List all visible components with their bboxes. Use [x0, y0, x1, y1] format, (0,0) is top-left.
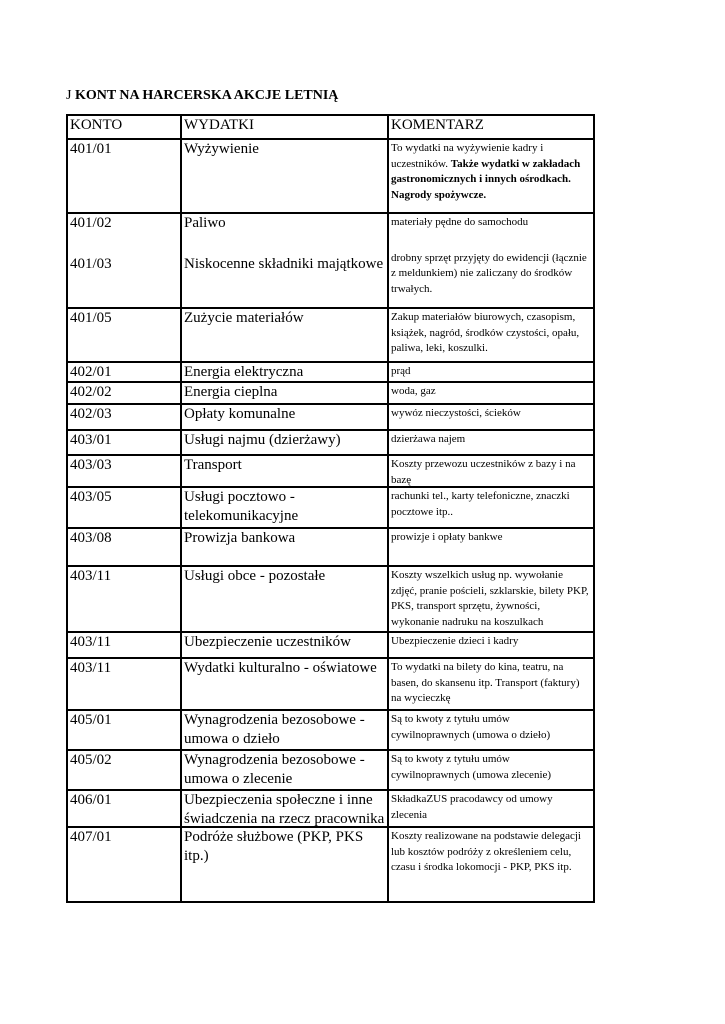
cell-konto: 403/01: [68, 431, 182, 454]
cell-konto: 406/01: [68, 791, 182, 826]
table-row: [68, 383, 593, 405]
cell-wydatki: Wyżywienie: [182, 140, 389, 212]
cell-wydatki: Zużycie materiałów: [182, 309, 389, 361]
cell-komentarz: Koszty realizowane na podstawie delegacji lub kosztów podróży z określeniem celu, czasu i środka lokomocji - PKP, PKS itp.: [391, 830, 581, 873]
cell-konto: 407/01: [68, 828, 182, 901]
cell-komentarz: prąd: [391, 365, 411, 377]
cell-komentarz: Zakup materiałów biurowych, czasopism, książek, nagród, środków czystości, opału, paliwa, leki, koszulki.: [391, 311, 580, 354]
table-row: [68, 711, 593, 751]
cell-wydatki: Energia elektryczna: [182, 363, 389, 381]
table-row: [68, 659, 593, 711]
cell-komentarz: Ubezpieczenie dzieci i kadry: [391, 635, 519, 647]
cell-wydatki: Wynagrodzenia bezosobowe - umowa o zlecenie: [182, 751, 389, 789]
cell-komentarz: Koszty przewozu uczestników z bazy i na bazę: [391, 458, 576, 486]
table-row: [68, 488, 593, 529]
cell-komentarz: prowizje i opłaty bankwe: [391, 531, 503, 543]
konto-value-secondary: 401/03: [70, 256, 112, 272]
cell-wydatki: Wydatki kulturalno - oświatowe: [182, 659, 389, 709]
table-row: [68, 309, 593, 363]
header-wydatki: WYDATKI: [182, 116, 389, 138]
wydatki-value: Paliwo: [184, 215, 226, 231]
cell-konto: 403/11: [68, 567, 182, 631]
cell-komentarz: rachunki tel., karty telefoniczne, znaczki pocztowe itp..: [391, 490, 570, 518]
table-row: [68, 363, 593, 383]
wydatki-value-secondary: Niskocenne składniki majątkowe: [184, 256, 384, 272]
table-row: [68, 431, 593, 456]
document-title: [66, 87, 338, 105]
cell-wydatki: Opłaty komunalne: [182, 405, 389, 429]
cell-konto: 401/01: [68, 140, 182, 212]
cell-komentarz: [389, 214, 593, 307]
cell-komentarz: [389, 140, 593, 212]
cell-wydatki: [182, 214, 389, 307]
cell-konto: 403/11: [68, 633, 182, 657]
cell-konto: 403/05: [68, 488, 182, 527]
comment-bold-text: Także wydatki w zakładach gastronomicznych i innych ośrodkach. Nagrody spożywcze.: [391, 157, 581, 201]
table-row: [68, 529, 593, 567]
cell-konto: 401/05: [68, 309, 182, 361]
cell-wydatki: Wynagrodzenia bezosobowe - umowa o dzieło: [182, 711, 389, 749]
cell-konto: 405/01: [68, 711, 182, 749]
header-konto: KONTO: [68, 116, 182, 138]
table-header-row: [68, 116, 593, 140]
cell-wydatki: Ubezpieczenia społeczne i inne świadczenia na rzecz pracownika: [182, 791, 389, 826]
cell-komentarz: SkładkaZUS pracodawcy od umowy zlecenia: [391, 793, 553, 821]
cell-konto: 402/03: [68, 405, 182, 429]
cell-wydatki: Transport: [182, 456, 389, 486]
title-text: KONT NA HARCERSKA AKCJE LETNIĄ: [74, 88, 339, 103]
table-row: [68, 633, 593, 659]
cell-wydatki: Prowizja bankowa: [182, 529, 389, 565]
cell-konto: 402/01: [68, 363, 182, 381]
cell-komentarz: dzierżawa najem: [391, 433, 466, 445]
cell-konto: 402/02: [68, 383, 182, 403]
cell-komentarz: Są to kwoty z tytułu umów cywilnoprawnych (umowa o dzieło): [391, 713, 551, 741]
cell-wydatki: Energia cieplna: [182, 383, 389, 403]
table-row: [68, 140, 593, 214]
cell-konto: 405/02: [68, 751, 182, 789]
cell-wydatki: Podróże służbowe (PKP, PKS itp.): [182, 828, 389, 901]
table-row: [68, 567, 593, 633]
cell-konto: [68, 214, 182, 307]
cell-wydatki: Ubezpieczenie uczestników: [182, 633, 389, 657]
table-row: [68, 751, 593, 791]
table-row: [68, 828, 593, 901]
cell-komentarz: wywóz nieczystości, ścieków: [391, 407, 521, 419]
accounts-table: [66, 114, 595, 903]
table-row: [68, 405, 593, 431]
comment-text-secondary: drobny sprzęt przyjęty do ewidencji (łącznie z meldunkiem) nie zaliczany do środków trwałych.: [391, 251, 587, 295]
cell-wydatki: Usługi najmu (dzierżawy): [182, 431, 389, 454]
cell-komentarz: Koszty wszelkich usług np. wywołanie zdjęć, pranie pościeli, szklarskie, bilety PKP, PKS, transport sprzętu, żywności, wykonanie nadruku na koszulkach: [391, 569, 589, 628]
konto-value: 401/02: [70, 215, 112, 231]
cell-wydatki: Usługi obce - pozostałe: [182, 567, 389, 631]
header-komentarz: KOMENTARZ: [391, 117, 484, 133]
table-row: [68, 214, 593, 309]
cell-konto: 403/03: [68, 456, 182, 486]
table-row: [68, 456, 593, 488]
cell-komentarz: Są to kwoty z tytułu umów cywilnoprawnych (umowa zlecenie): [391, 753, 552, 781]
cell-konto: 403/11: [68, 659, 182, 709]
title-prefix: J: [66, 88, 72, 103]
comment-text: To wydatki na wyżywienie kadry i uczestników.: [391, 142, 544, 170]
cell-komentarz: To wydatki na bilety do kina, teatru, na basen, do skansenu itp. Transport (faktury) na wycieczkę: [391, 661, 580, 704]
cell-komentarz: woda, gaz: [391, 385, 436, 397]
cell-wydatki: Usługi pocztowo - telekomunikacyjne: [182, 488, 389, 527]
cell-konto: 403/08: [68, 529, 182, 565]
comment-text: materiały pędne do samochodu: [391, 216, 529, 228]
table-row: [68, 791, 593, 828]
